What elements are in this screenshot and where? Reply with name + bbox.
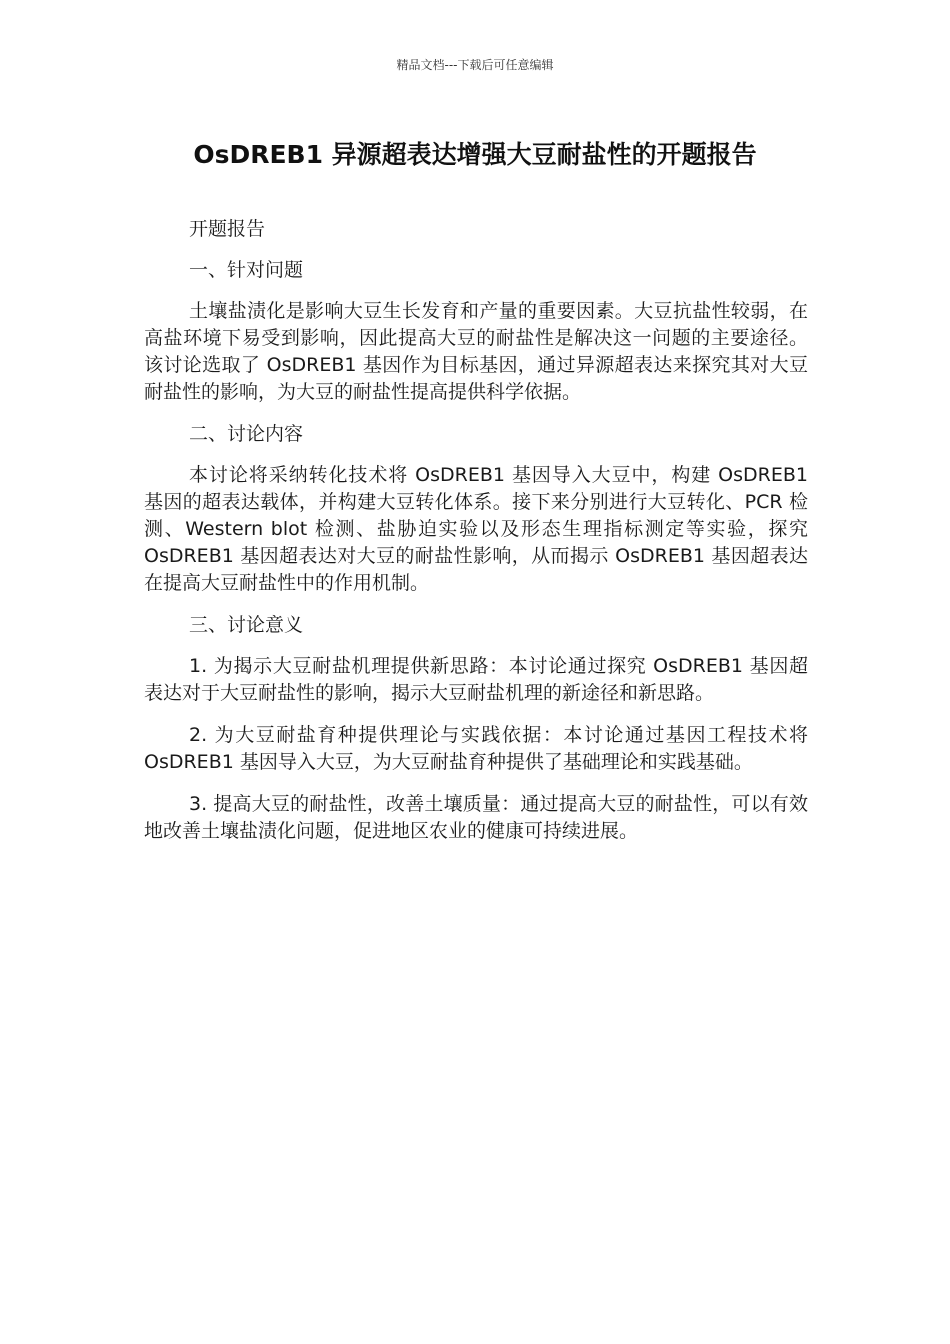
section-label-report: 开题报告: [189, 218, 266, 240]
paragraph-significance-3: 3. 提高大豆的耐盐性，改善土壤质量：通过提高大豆的耐盐性，可以有效地改善土壤盐渍化问题，促进地区农业的健康可持续进展。: [144, 793, 808, 842]
paragraph-problem: 土壤盐渍化是影响大豆生长发育和产量的重要因素。大豆抗盐性较弱，在高盐环境下易受到影响，因此提高大豆的耐盐性是解决这一问题的主要途径。该讨论选取了 OsDREB1 基因作为目标基因，通过异源超表达来探究其对大豆耐盐性的影响，为大豆的耐盐性提高提供科学依据。: [144, 300, 808, 403]
paragraph-significance-2: 2. 为大豆耐盐育种提供理论与实践依据：本讨论通过基因工程技术将 OsDREB1 基因导入大豆，为大豆耐盐育种提供了基础理论和实践基础。: [144, 724, 808, 773]
section-heading-problem: 一、针对问题: [189, 259, 304, 281]
document-title: OsDREB1 异源超表达增强大豆耐盐性的开题报告: [193, 140, 757, 169]
paragraph-content: 本讨论将采纳转化技术将 OsDREB1 基因导入大豆中，构建 OsDREB1 基因的超表达载体，并构建大豆转化体系。接下来分别进行大豆转化、PCR 检测、Western blot 检测、盐胁迫实验以及形态生理指标测定等实验，探究 OsDREB1 基因超表达对大豆的耐盐性影响，从而揭示 OsDREB1 基因超表达在提高大豆耐盐性中的作用机制。: [144, 464, 808, 594]
header-note: 精品文档---下载后可任意编辑: [396, 58, 554, 72]
section-heading-significance: 三、讨论意义: [189, 614, 304, 636]
document-body: [144, 216, 808, 860]
paragraph-significance-1: 1. 为揭示大豆耐盐机理提供新思路：本讨论通过探究 OsDREB1 基因超表达对于大豆耐盐性的影响，揭示大豆耐盐机理的新途径和新思路。: [144, 655, 808, 704]
section-heading-content: 二、讨论内容: [189, 423, 304, 445]
